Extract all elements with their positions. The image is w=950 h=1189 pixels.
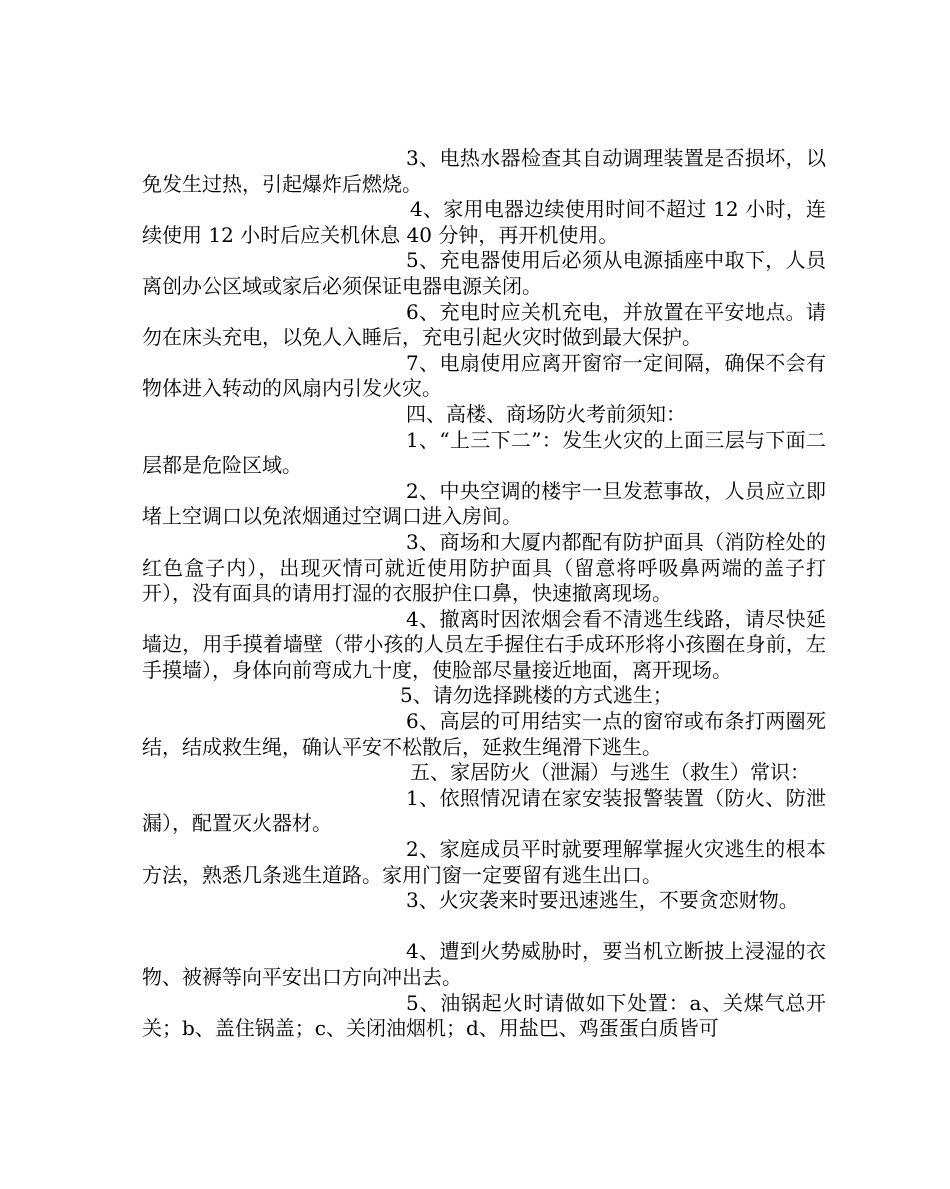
- paragraph-fan-distance: 7、电扇使用应离开窗帘一定间隔，确保不会有物体进入转动的风扇内引发火灾。: [142, 350, 826, 401]
- blank-line: [142, 914, 826, 940]
- paragraph-escape-methods: 2、家庭成员平时就要理解掌握火灾逃生的根本方法，熟悉几条逃生道路。家用门窗一定要留有逃生出口。: [142, 837, 826, 887]
- paragraph-evacuation-route: 4、撤离时因浓烟会看不清逃生线路，请尽快延墙边，用手摸着墙壁（带小孩的人员左手握住右手成环形将小孩圈在身前，左手摸墙），身体向前弯成九十度，使脸部尽量接近地面，离开现场。: [142, 606, 826, 682]
- paragraph-water-heater: 3、电热水器检查其自动调理装置是否损坏，以免发生过热，引起爆炸后燃烧。: [142, 146, 826, 196]
- paragraph-escape-quickly: 3、火灾袭来时要迅速逃生，不要贪恋财物。: [406, 888, 799, 913]
- paragraph-alarm-device: 1、依照情况请在家安装报警装置（防火、防泄漏），配置灭火器材。: [142, 785, 826, 836]
- section-heading-home-fire: 五、家居防火（泄漏）与逃生（救生）常识：: [410, 760, 810, 785]
- paragraph-wet-clothing: 4、遭到火势威胁时，要当机立断披上浸湿的衣物、被褥等向平安出口方向冲出去。: [142, 939, 826, 989]
- paragraph-oil-pan-fire: 5、油锅起火时请做如下处置：a、关煤气总开关；b、盖住锅盖；c、关闭油烟机；d、用盐巴、鸡蛋蛋白质皆可: [142, 990, 826, 1041]
- paragraph-rescue-rope: 6、高层的可用结实一点的窗帘或布条打两圈死结，结成救生绳，确认平安不松散后，延救生绳滑下逃生。: [142, 709, 826, 759]
- section-heading-high-rise: 四、高楼、商场防火考前须知：: [406, 401, 686, 426]
- paragraph-danger-floors: 1、“上三下二”：发生火灾的上面三层与下面二层都是危险区域。: [142, 427, 826, 478]
- paragraph-protective-mask: 3、商场和大厦内都配有防护面具（消防栓处的红色盒子内），出现灭情可就近使用防护面具（留意将呼吸鼻两端的盖子打开），没有面具的请用打湿的衣服护住口鼻，快速撤离现场。: [142, 529, 826, 606]
- document-page: [142, 146, 826, 1042]
- paragraph-charging-safety: 6、充电时应关机充电，并放置在平安地点。请勿在床头充电，以免人入睡后，充电引起火灾时做到最大保护。: [142, 299, 826, 350]
- paragraph-no-jumping: 5、请勿选择跳楼的方式逃生；: [400, 683, 673, 708]
- paragraph-central-ac: 2、中央空调的楼宇一旦发惹事故，人员应立即堵上空调口以免浓烟通过空调口进入房间。: [142, 478, 826, 529]
- paragraph-appliance-usage-time: 4、家用电器边续使用时间不超过 12 小时，连续使用 12 小时后应关机休息 40 分钟，再开机使用。: [142, 197, 826, 247]
- paragraph-charger-unplug: 5、充电器使用后必须从电源插座中取下，人员离创办公区域或家后必须保证电器电源关闭。: [142, 248, 826, 298]
